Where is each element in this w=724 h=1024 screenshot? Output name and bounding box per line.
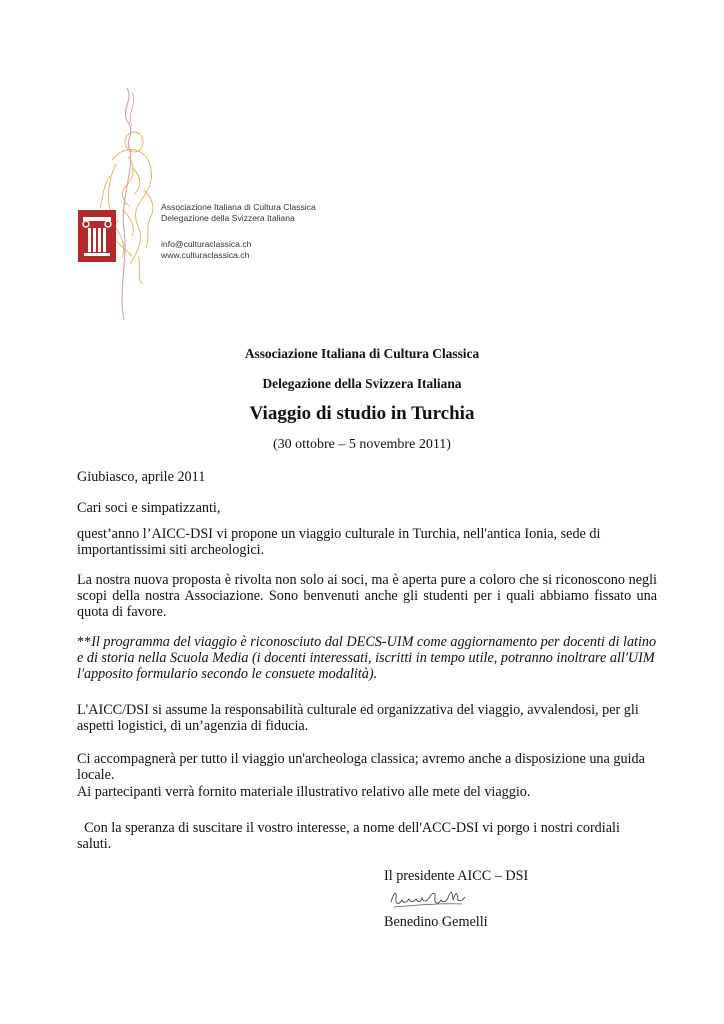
- logo-decorative-line-2: [130, 92, 133, 126]
- heading-delegation: Delegazione della Svizzera Italiana: [262, 376, 462, 391]
- paragraph-recognition: [77, 634, 657, 683]
- letterhead-website[interactable]: www.culturaclassica.ch: [161, 250, 250, 260]
- paragraph-proposal: La nostra nuova proposta è rivolta non solo ai soci, ma è aperta pure a coloro che si riconoscono negli scopi della nostra Associazione. Sono benvenuti anche gli studenti per i quali abbiamo fissato una quota di favore.: [77, 572, 657, 621]
- paragraph-intro: quest’anno l’AICC-DSI vi propone un viaggio culturale in Turchia, nell'antica Ionia, sede di importantissimi siti archeologici.: [77, 526, 601, 559]
- document-title: Viaggio di studio in Turchia: [249, 403, 475, 424]
- greeting: Cari soci e simpatizzanti,: [77, 500, 221, 516]
- heading-association: Associazione Italiana di Cultura Classica: [244, 346, 480, 361]
- paragraph-materials: Ai partecipanti verrà fornito materiale illustrativo relativo alle mete del viaggio.: [77, 784, 531, 800]
- recognition-text: Il programma del viaggio è riconosciuto dal DECS-UIM come aggiornamento per docenti di latino e di storia nella Scuola Media (i docenti interessati, iscritti in tempo utile, potranno inoltrare all'UIM l'apposito formulario secondo le consuete modalità).: [77, 634, 657, 683]
- paragraph-responsibility: L'AICC/DSI si assume la responsabilità culturale ed organizzativa del viaggio, avvalendosi, per gli aspetti logistici, di un’agenzia di fiducia.: [77, 702, 639, 735]
- handwritten-signature: [388, 886, 468, 912]
- trip-dates: (30 ottobre – 5 novembre 2011): [273, 437, 451, 452]
- signature-name: Benedino Gemelli: [384, 914, 488, 930]
- place-date: Giubiasco, aprile 2011: [77, 469, 206, 485]
- recognition-prefix: **: [77, 634, 92, 650]
- paragraph-closing: Con la speranza di suscitare il vostro interesse, a nome dell'ACC-DSI vi porgo i nostri cordiali saluti.: [77, 820, 620, 853]
- ionic-column-emblem-icon: [78, 210, 116, 262]
- letterhead-email[interactable]: info@culturaclassica.ch: [161, 239, 252, 249]
- signature-role: Il presidente AICC – DSI: [384, 868, 529, 884]
- paragraph-guide: Ci accompagnerà per tutto il viaggio un'archeologa classica; avremo anche a disposizione una guida locale.: [77, 751, 645, 784]
- letterhead-delegation: Delegazione della Svizzera Italiana: [161, 213, 295, 223]
- letterhead-association: Associazione Italiana di Cultura Classica: [161, 202, 316, 212]
